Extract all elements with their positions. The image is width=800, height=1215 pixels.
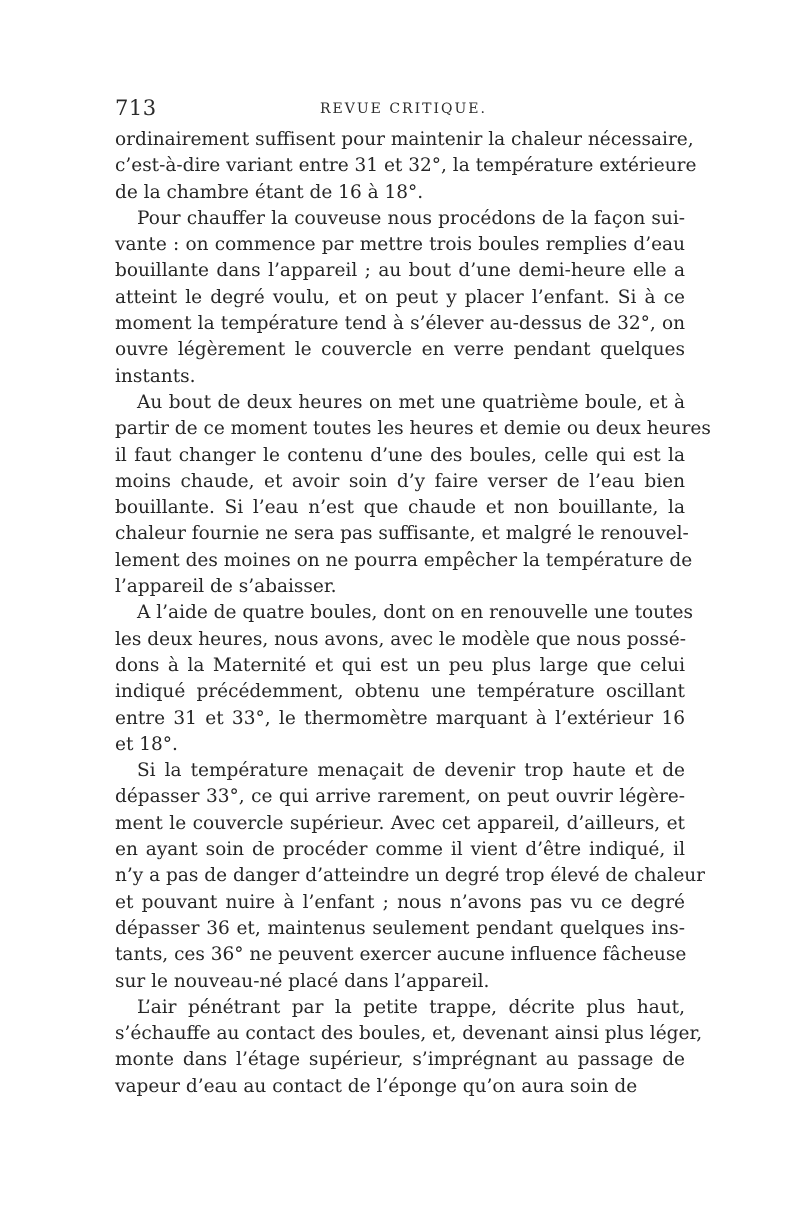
text-line: indiqué précédemment, obtenu une température oscillant bbox=[115, 681, 685, 703]
text-line: atteint le degré voulu, et on peut y placer l’enfant. Si à ce bbox=[115, 286, 685, 308]
paragraph bbox=[115, 127, 697, 206]
page-header bbox=[115, 96, 695, 126]
text-line: et 18°. bbox=[115, 733, 178, 755]
text-line: vante : on commence par mettre trois boules remplies d’eau bbox=[115, 234, 685, 256]
page-number: 713 bbox=[115, 96, 157, 120]
text-line: Si la température menaçait de devenir trop haute et de bbox=[137, 760, 685, 782]
text-line: vapeur d’eau au contact de l’éponge qu’on aura soin de bbox=[115, 1075, 638, 1097]
text-line: c’est-à-dire variant entre 31 et 32°, la température extérieure bbox=[115, 155, 697, 177]
running-head: REVUE CRITIQUE. bbox=[320, 101, 487, 117]
text-line: Au bout de deux heures on met une quatrième boule, et à bbox=[137, 391, 685, 413]
text-line: moment la température tend à s’élever au-dessus de 32°, on bbox=[115, 313, 685, 335]
text-line: monte dans l’étage supérieur, s’imprégnant au passage de bbox=[115, 1049, 685, 1071]
text-line: ouvre légèrement le couvercle en verre pendant quelques bbox=[115, 339, 685, 361]
text-line: ment le couvercle supérieur. Avec cet appareil, d’ailleurs, et bbox=[115, 812, 685, 834]
text-line: en ayant soin de procéder comme il vient d’être indiqué, il bbox=[115, 839, 685, 861]
text-line: ordinairement suffisent pour maintenir la chaleur nécessaire, bbox=[115, 129, 694, 150]
text-line: bouillante. Si l’eau n’est que chaude et non bouillante, la bbox=[115, 497, 685, 519]
text-line: sur le nouveau-né placé dans l’appareil. bbox=[115, 970, 490, 992]
text-line: Pour chauffer la couveuse nous procédons de la façon sui- bbox=[137, 207, 685, 229]
text-line: chaleur fournie ne sera pas suffisante, et malgré le renouvel- bbox=[115, 523, 689, 545]
paragraph bbox=[115, 390, 711, 600]
text-line: lement des moines on ne pourra empêcher la température de bbox=[115, 549, 693, 571]
paragraph bbox=[115, 758, 706, 995]
text-line: dons à la Maternité et qui est un peu plus large que celui bbox=[115, 654, 685, 676]
text-line: partir de ce moment toutes les heures et demie ou deux heures bbox=[115, 418, 711, 440]
text-line: instants. bbox=[115, 365, 196, 387]
text-line: de la chambre étant de 16 à 18°. bbox=[115, 181, 424, 203]
text-line: s’échauffe au contact des boules, et, devenant ainsi plus léger, bbox=[115, 1023, 703, 1045]
text-line: A l’aide de quatre boules, dont on en renouvelle une toutes bbox=[137, 602, 693, 624]
text-line: les deux heures, nous avons, avec le modèle que nous possé- bbox=[115, 628, 686, 650]
text-line: tants, ces 36° ne peuvent exercer aucune influence fâcheuse bbox=[115, 944, 687, 966]
paragraph bbox=[115, 206, 685, 390]
text-line: dépasser 36 et, maintenus seulement pendant quelques ins- bbox=[115, 917, 685, 939]
text-line: bouillante dans l’appareil ; au bout d’une demi-heure elle a bbox=[115, 260, 685, 282]
text-line: l’appareil de s’abaisser. bbox=[115, 576, 337, 598]
text-line: moins chaude, et avoir soin d’y faire verser de l’eau bien bbox=[115, 470, 685, 492]
text-line: n’y a pas de danger d’atteindre un degré trop élevé de chaleur bbox=[115, 865, 706, 887]
paragraph bbox=[115, 600, 693, 758]
text-line: L’air pénétrant par la petite trappe, décrite plus haut, bbox=[137, 996, 685, 1018]
text-line: il faut changer le contenu d’une des boules, celle qui est la bbox=[115, 444, 685, 466]
text-line: et pouvant nuire à l’enfant ; nous n’avons pas vu ce degré bbox=[115, 891, 685, 913]
paragraph bbox=[115, 995, 703, 1100]
text-line: dépasser 33°, ce qui arrive rarement, on peut ouvrir légère- bbox=[115, 786, 685, 808]
body-text bbox=[115, 127, 711, 1100]
text-line: entre 31 et 33°, le thermomètre marquant à l’extérieur 16 bbox=[115, 707, 685, 729]
